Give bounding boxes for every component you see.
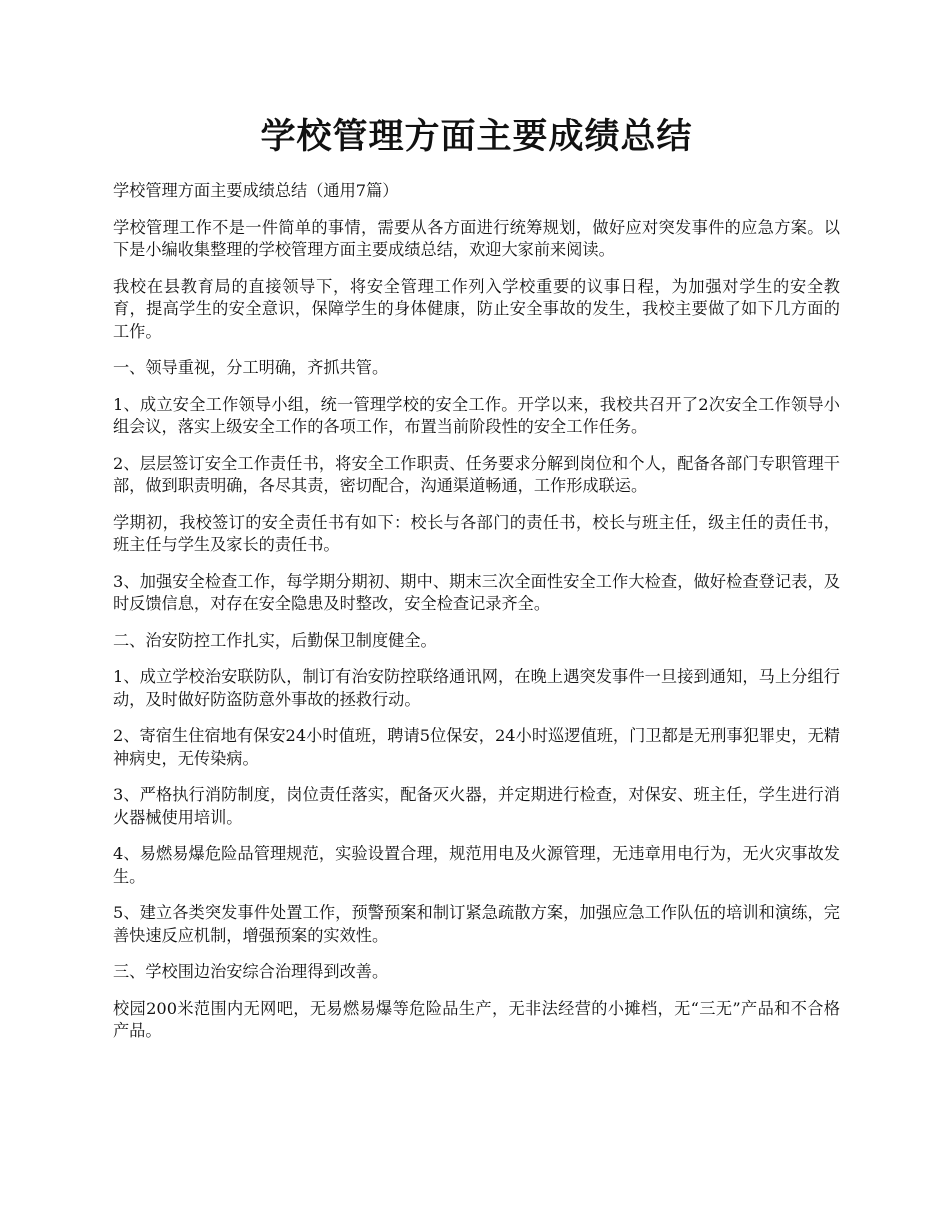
section-heading: 二、治安防控工作扎实，后勤保卫制度健全。: [113, 630, 437, 650]
document-title: 学校管理方面主要成绩总结: [260, 116, 693, 157]
document-body: [113, 180, 840, 1043]
paragraph: 5、建立各类突发事件处置工作，预警预案和制订紧急疏散方案，加强应急工作队伍的培训和演练，完善快速反应机制，增强预案的实效性。: [113, 903, 840, 945]
section-heading: 三、学校围边治安综合治理得到改善。: [113, 962, 389, 981]
paragraph-subtitle: 学校管理方面主要成绩总结（通用7篇）: [113, 181, 399, 200]
paragraph: 1、成立安全工作领导小组，统一管理学校的安全工作。开学以来，我校共召开了2次安全工作领导小组会议，落实上级安全工作的各项工作，布置当前阶段性的安全工作任务。: [113, 394, 840, 436]
paragraph: 2、寄宿生住宿地有保安24小时值班，聘请5位保安，24小时巡逻值班，门卫都是无刑事犯罪史，无精神病史，无传染病。: [113, 726, 840, 768]
paragraph: 4、易燃易爆危险品管理规范，实验设置合理，规范用电及火源管理，无违章用电行为，无火灾事故发生。: [113, 844, 840, 886]
paragraph: 3、加强安全检查工作，每学期分期初、期中、期末三次全面性安全工作大检查，做好检查登记表，及时反馈信息，对存在安全隐患及时整改，安全检查记录齐全。: [113, 571, 840, 613]
paragraph: 我校在县教育局的直接领导下，将安全管理工作列入学校重要的议事日程，为加强对学生的安全教育，提高学生的安全意识，保障学生的身体健康，防止安全事故的发生，我校主要做了如下几方面的工作。: [113, 276, 840, 341]
paragraph: 校园200米范围内无网吧，无易燃易爆等危险品生产，无非法经营的小摊档，无“三无”产品和不合格产品。: [113, 998, 840, 1040]
paragraph: 2、层层签订安全工作责任书，将安全工作职责、任务要求分解到岗位和个人，配备各部门专职管理干部，做到职责明确，各尽其责，密切配合，沟通渠道畅通，工作形成联运。: [113, 453, 840, 495]
paragraph-intro: 学校管理工作不是一件简单的事情，需要从各方面进行统筹规划，做好应对突发事件的应急方案。以下是小编收集整理的学校管理方面主要成绩总结，欢迎大家前来阅读。: [113, 217, 840, 259]
paragraph: 学期初，我校签订的安全责任书有如下：校长与各部门的责任书，校长与班主任，级主任的责任书，班主任与学生及家长的责任书。: [113, 512, 840, 554]
paragraph: 3、严格执行消防制度，岗位责任落实，配备灭火器，并定期进行检查，对保安、班主任，学生进行消火器械使用培训。: [113, 785, 840, 827]
paragraph: 1、成立学校治安联防队，制订有治安防控联络通讯网，在晚上遇突发事件一旦接到通知，马上分组行动，及时做好防盗防意外事故的拯救行动。: [113, 667, 840, 709]
section-heading: 一、领导重视，分工明确，齐抓共管。: [113, 358, 389, 377]
